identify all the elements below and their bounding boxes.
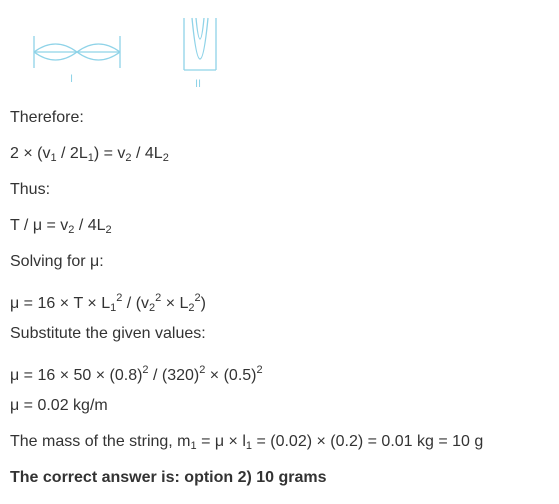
eq1-sub: 2 <box>162 152 169 164</box>
eq2-part: T / μ = v <box>10 217 69 234</box>
equation-4 <box>10 360 555 396</box>
therefore-line: Therefore: <box>10 109 84 126</box>
eq4-part: μ = 16 × 50 × (0.8) <box>10 367 143 384</box>
figure-drawing <box>0 0 559 100</box>
eq3-sup: 2 <box>155 292 162 304</box>
eq1-sub: 1 <box>50 152 57 164</box>
eq3-sup: 2 <box>116 292 123 304</box>
eq4-sup: 2 <box>142 364 149 376</box>
eq2-part: / 4L <box>74 217 106 234</box>
eq3-part: / (v <box>122 295 150 312</box>
substitute-line: Substitute the given values: <box>10 325 206 342</box>
mass-part: The mass of the string, m <box>10 433 191 450</box>
eq4-part: / (320) <box>148 367 200 384</box>
mass-sub: 1 <box>245 440 253 452</box>
eq1-part: ) = v <box>93 145 126 162</box>
figure-label-1: I <box>70 73 74 85</box>
eq3-part: × L <box>161 295 189 312</box>
eq4-part: × (0.5) <box>205 367 257 384</box>
correct-answer: The correct answer is: option 2) 10 grams <box>10 469 327 486</box>
mass-part: = μ × l <box>196 433 246 450</box>
equation-1 <box>10 144 555 180</box>
eq3-part: μ = 16 × T × L <box>10 295 111 312</box>
string-diagram <box>34 36 120 68</box>
eq2-sub: 2 <box>68 224 75 236</box>
eq3-sub: 2 <box>149 302 156 314</box>
figure-label-2: II <box>195 78 202 90</box>
equation-3 <box>10 288 555 324</box>
string-pipe-figure <box>0 0 559 100</box>
eq1-part: / 2L <box>56 145 88 162</box>
eq3-sub: 2 <box>188 302 195 314</box>
eq1-part: / 4L <box>131 145 163 162</box>
equation-5: μ = 0.02 kg/m <box>10 397 108 414</box>
eq3-sup: 2 <box>194 292 201 304</box>
thus-line: Thus: <box>10 181 51 198</box>
eq2-sub: 2 <box>105 224 112 236</box>
eq3-sub: 1 <box>110 302 117 314</box>
pipe-diagram <box>184 18 216 70</box>
mass-part: = (0.02) × (0.2) = 0.01 kg = 10 g <box>252 433 484 450</box>
equation-2 <box>10 216 555 252</box>
solving-line: Solving for μ: <box>10 253 104 270</box>
mass-line <box>10 432 555 468</box>
eq4-sup: 2 <box>199 364 206 376</box>
mass-sub: 1 <box>190 440 197 452</box>
eq1-sub: 2 <box>125 152 132 164</box>
solution-text <box>10 108 555 504</box>
eq3-part: ) <box>200 295 206 312</box>
eq1-part: 2 × (v <box>10 145 51 162</box>
eq4-sup: 2 <box>256 364 263 376</box>
eq1-sub: 1 <box>87 152 94 164</box>
